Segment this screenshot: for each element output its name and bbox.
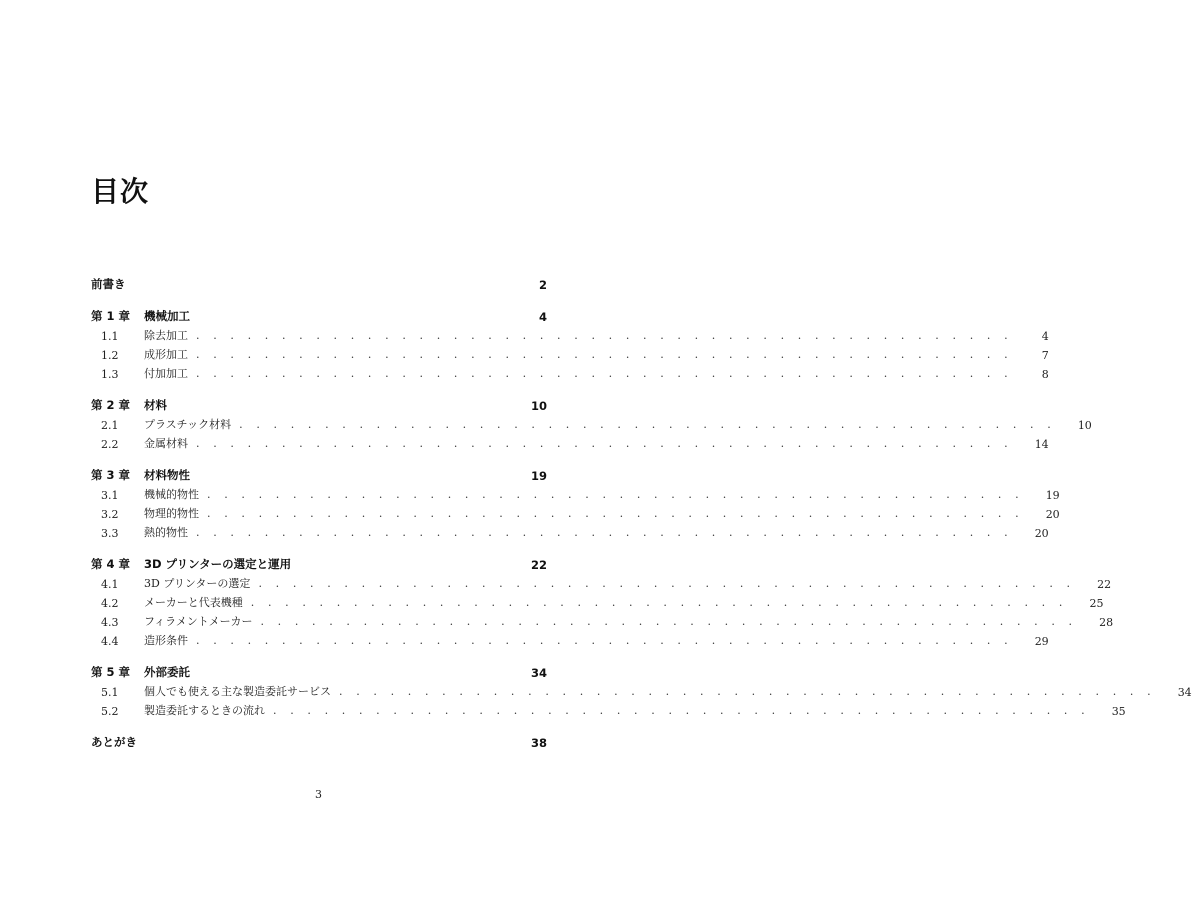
page-ref: 4: [538, 310, 547, 324]
toc-back-entry[interactable]: [91, 731, 547, 750]
toc-section-entry[interactable]: [91, 591, 1104, 610]
dot-leader: . . . . . . . . . . . . . . . . . . . . . . . . . . . . . . . . . . . . . . . . . . . . . . . .: [260, 615, 1078, 628]
dot-leader: . . . . . . . . . . . . . . . . . . . . . . . . . . . . . . . . . . . . . . . . . . . . . . . .: [258, 577, 1076, 590]
toc-section-entry[interactable]: [91, 413, 1092, 432]
dot-leader: . . . . . . . . . . . . . . . . . . . . . . . . . . . . . . . . . . . . . . . . . . . . . . . .: [207, 507, 1024, 520]
dot-leader: . . . . . . . . . . . . . . . . . . . . . . . . . . . . . . . . . . . . . . . . . . . . . . . .: [196, 367, 1013, 380]
dot-leader: . . . . . . . . . . . . . . . . . . . . . . . . . . . . . . . . . . . . . . . . . . . . . . . .: [196, 526, 1013, 539]
chapter-title: あとがき: [91, 735, 137, 749]
section-title: 製造委託するときの流れ: [144, 704, 265, 717]
page-ref: 8: [1041, 368, 1049, 381]
section-title: 造形条件: [144, 634, 188, 647]
toc-section-entry[interactable]: [91, 699, 1126, 718]
section-title: 熱的物性: [144, 526, 188, 539]
dot-leader: . . . . . . . . . . . . . . . . . . . . . . . . . . . . . . . . . . . . . . . . . . . . . . . .: [196, 437, 1013, 450]
section-number: 3.2: [101, 508, 119, 521]
toc-section-entry[interactable]: [91, 610, 1114, 629]
toc-section-entry[interactable]: [91, 629, 1049, 648]
page-ref: 22: [1097, 578, 1112, 591]
section-title: 金属材料: [144, 437, 188, 450]
chapter-number: 第 2 章: [91, 398, 131, 412]
section-number: 1.2: [101, 349, 119, 362]
section-title: 個人でも使える主な製造委託サービス: [144, 685, 331, 698]
toc-chapter-entry[interactable]: [91, 553, 547, 572]
page-title: 目次: [91, 175, 150, 208]
page-ref: 28: [1099, 616, 1114, 629]
chapter-number: 第 4 章: [91, 557, 131, 571]
page-ref: 19: [530, 469, 547, 483]
chapter-title: 3D プリンターの選定と運用: [144, 557, 292, 571]
page-ref: 20: [1045, 508, 1060, 521]
toc-chapter-entry[interactable]: [91, 305, 547, 324]
section-title: フィラメントメーカー: [144, 615, 253, 628]
toc-gap: [91, 381, 547, 394]
toc-section-entry[interactable]: [91, 521, 1049, 540]
section-number: 4.2: [101, 597, 119, 610]
toc-section-entry[interactable]: [91, 324, 1049, 343]
toc-gap: [91, 540, 547, 553]
toc-gap: [91, 718, 547, 731]
toc-section-entry[interactable]: [91, 483, 1060, 502]
page-ref: 10: [1077, 419, 1092, 432]
page-ref: 29: [1034, 635, 1049, 648]
section-number: 2.2: [101, 438, 119, 451]
section-number: 3.1: [101, 489, 119, 502]
section-number: 4.4: [101, 635, 119, 648]
toc-section-entry[interactable]: [91, 362, 1049, 381]
section-title: 機械的物性: [144, 488, 199, 501]
section-title: 付加加工: [144, 367, 188, 380]
table-of-contents: [91, 273, 1192, 750]
page-ref: 10: [530, 399, 547, 413]
toc-section-entry[interactable]: [91, 572, 1112, 591]
section-title: 除去加工: [144, 329, 188, 342]
dot-leader: . . . . . . . . . . . . . . . . . . . . . . . . . . . . . . . . . . . . . . . . . . . . . . . .: [196, 329, 1013, 342]
section-number: 2.1: [101, 419, 119, 432]
dot-leader: . . . . . . . . . . . . . . . . . . . . . . . . . . . . . . . . . . . . . . . . . . . . . . . .: [196, 634, 1013, 647]
section-title: プラスチック材料: [144, 418, 232, 431]
toc-gap: [91, 292, 547, 305]
toc-section-entry[interactable]: [91, 680, 1192, 699]
page-ref: 34: [530, 666, 547, 680]
toc-front-entry[interactable]: [91, 273, 547, 292]
chapter-title: 前書き: [91, 277, 126, 291]
chapter-number: 第 5 章: [91, 665, 131, 679]
page-ref: 19: [1045, 489, 1060, 502]
chapter-title: 外部委託: [144, 665, 190, 679]
dot-leader: . . . . . . . . . . . . . . . . . . . . . . . . . . . . . . . . . . . . . . . . . . . . . . . .: [250, 596, 1068, 609]
toc-section-entry[interactable]: [91, 502, 1060, 521]
page-ref: 4: [1041, 330, 1049, 343]
chapter-number: 第 1 章: [91, 309, 131, 323]
section-title: 3D プリンターの選定: [144, 577, 251, 590]
section-number: 5.1: [101, 686, 119, 699]
page-ref: 34: [1177, 686, 1192, 699]
toc-gap: [91, 451, 547, 464]
section-number: 1.3: [101, 368, 119, 381]
dot-leader: . . . . . . . . . . . . . . . . . . . . . . . . . . . . . . . . . . . . . . . . . . . . . . . .: [239, 418, 1056, 431]
page-ref: 7: [1041, 349, 1049, 362]
section-number: 4.1: [101, 578, 119, 591]
toc-gap: [91, 648, 547, 661]
toc-section-entry[interactable]: [91, 432, 1049, 451]
page-ref: 20: [1034, 527, 1049, 540]
section-number: 3.3: [101, 527, 119, 540]
page-ref: 2: [538, 278, 547, 292]
chapter-title: 材料物性: [144, 468, 190, 482]
dot-leader: . . . . . . . . . . . . . . . . . . . . . . . . . . . . . . . . . . . . . . . . . . . . . . . .: [273, 704, 1090, 717]
section-number: 5.2: [101, 705, 119, 718]
chapter-title: 機械加工: [144, 309, 190, 323]
page-ref: 38: [530, 736, 547, 750]
section-number: 1.1: [101, 330, 119, 343]
dot-leader: . . . . . . . . . . . . . . . . . . . . . . . . . . . . . . . . . . . . . . . . . . . . . . . .: [196, 348, 1013, 361]
section-title: 成形加工: [144, 348, 188, 361]
page-ref: 14: [1034, 438, 1049, 451]
section-title: メーカーと代表機種: [144, 596, 243, 609]
section-title: 物理的物性: [144, 507, 199, 520]
page-number: 3: [315, 788, 322, 801]
page-ref: 22: [530, 558, 547, 572]
toc-chapter-entry[interactable]: [91, 464, 547, 483]
page-ref: 35: [1111, 705, 1126, 718]
chapter-number: 第 3 章: [91, 468, 131, 482]
chapter-title: 材料: [144, 398, 167, 412]
dot-leader: . . . . . . . . . . . . . . . . . . . . . . . . . . . . . . . . . . . . . . . . . . . . . . . .: [339, 685, 1156, 698]
toc-section-entry[interactable]: [91, 343, 1049, 362]
page-ref: 25: [1089, 597, 1104, 610]
toc-chapter-entry[interactable]: [91, 394, 547, 413]
section-number: 4.3: [101, 616, 119, 629]
dot-leader: . . . . . . . . . . . . . . . . . . . . . . . . . . . . . . . . . . . . . . . . . . . . . . . .: [207, 488, 1024, 501]
toc-chapter-entry[interactable]: [91, 661, 547, 680]
